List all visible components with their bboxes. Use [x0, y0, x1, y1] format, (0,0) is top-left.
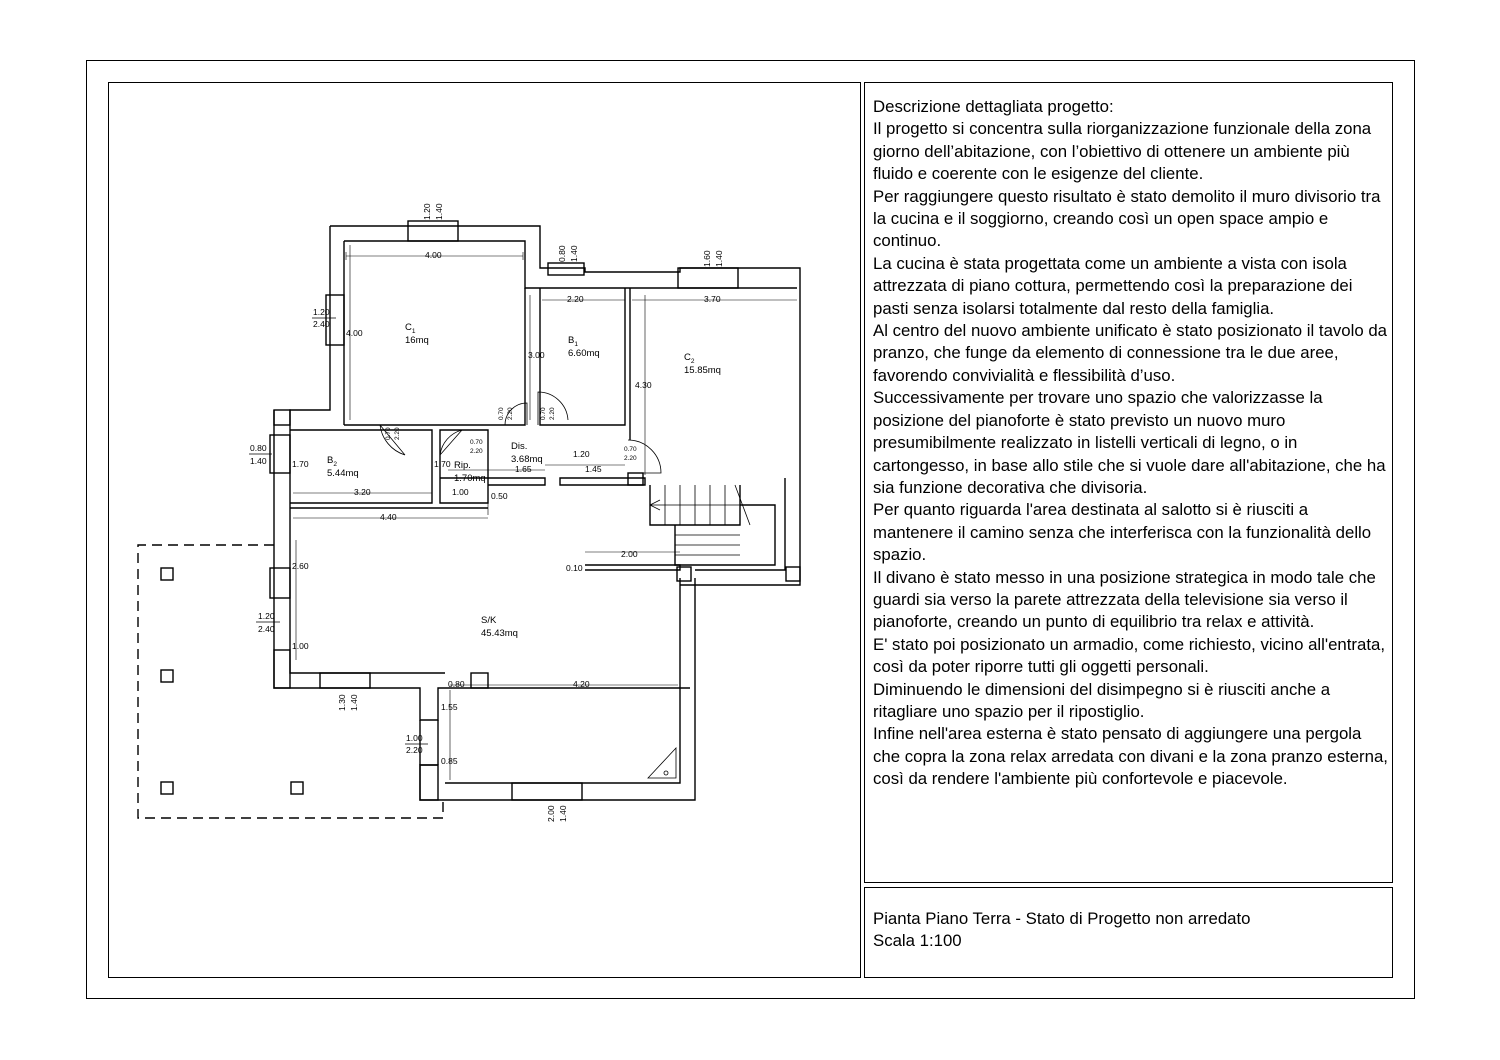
interior-wall-c1 — [344, 288, 525, 425]
title-block — [873, 908, 1388, 953]
dimension-label: 4.00 — [346, 328, 363, 338]
description-paragraph: Infine nell'area esterna è stato pensato di aggiungere una pergola che copra la zona relax arredata con divani e la zona pranzo esterna, così da rendere l'ambiente più confortevole e piacevole. — [873, 724, 1388, 789]
fireplace — [648, 748, 676, 778]
dimension-label: 0.10 — [566, 563, 583, 573]
room-area-c1: 16mq — [405, 335, 429, 346]
dimension-label: 0.85 — [441, 756, 458, 766]
door-tag: 0.70 — [470, 439, 483, 446]
room-area-b1: 6.60mq — [568, 348, 600, 359]
pillar — [420, 765, 438, 800]
dimension-label: 3.70 — [704, 294, 721, 304]
pillar — [786, 567, 800, 581]
description-paragraph: La cucina è stata progettata come un ambiente a vista con isola attrezzata di piano cottura, permettendo così la preparazione dei pasti senza isolarsi totalmente dal resto della famiglia. — [873, 253, 1353, 318]
pillar — [628, 473, 643, 485]
window-c2-top — [678, 268, 738, 288]
window-b1-top — [548, 263, 584, 275]
room-area-b2: 5.44mq — [327, 468, 359, 479]
window-tag: 1.40 — [250, 456, 267, 466]
window-tag: 2.00 — [546, 805, 556, 822]
door-tag: 0.70 — [385, 427, 392, 440]
description-paragraph: Il divano è stato messo in una posizione strategica in modo tale che guardi sia verso la parete attrezzata della televisione sia verso il pianoforte, creando un punto di equilibrio tra relax e attività. — [873, 567, 1376, 632]
pergola-post — [161, 670, 173, 682]
dimension-label: 4.20 — [573, 679, 590, 689]
room-labels — [327, 322, 721, 639]
dimension-label: 2.20 — [567, 294, 584, 304]
window-b2-left — [270, 435, 290, 473]
dimension-label: 4.40 — [380, 512, 397, 522]
room-label-sk: S/K — [481, 615, 497, 626]
window-tag: 1.60 — [702, 250, 712, 267]
pergola-post — [161, 782, 173, 794]
dimension-label: 1.00 — [452, 487, 469, 497]
room-label-b2: $B_2$ — [327, 455, 337, 468]
pergola-post — [161, 568, 173, 580]
pillar — [677, 567, 691, 581]
room-area-dis: 3.68mq — [511, 454, 543, 465]
window-tag: 1.20 — [422, 203, 432, 220]
window-tag: 0.80 — [557, 245, 567, 262]
window-tag: 1.40 — [434, 203, 444, 220]
window-tag: 2.20 — [406, 745, 423, 755]
door-tag: 2.20 — [394, 427, 401, 440]
window-tag: 1.40 — [714, 250, 724, 267]
description-text — [873, 96, 1388, 791]
door-tag: 2.20 — [624, 455, 637, 462]
room-area-sk: 45.43mq — [481, 628, 518, 639]
window-sk-bottom-left — [320, 673, 370, 688]
partition-wall — [585, 565, 680, 570]
description-paragraph: Il progetto si concentra sulla riorganizzazione funzionale della zona giorno dell’abitazione, con l’obiettivo di ottenere un ambiente più fluido e coerente con le esigenze del cliente. — [873, 119, 1372, 184]
pillar — [274, 410, 290, 425]
room-label-c1: $C_1$ — [405, 322, 416, 335]
dimension-label: 2.60 — [292, 561, 309, 571]
description-paragraph: Al centro del nuovo ambiente unificato è stato posizionato il tavolo da pranzo, che funge da elemento di connessione tra le due aree, favorendo convivialità e flessibilità d’uso. — [873, 321, 1388, 385]
window-tag: 1.20 — [313, 307, 330, 317]
window-tag: 1.20 — [258, 611, 275, 621]
window-sk-bottom — [512, 783, 582, 800]
dimension-label: 1.70 — [434, 459, 451, 469]
door-rip — [440, 430, 462, 455]
window-tag: 1.40 — [558, 805, 568, 822]
room-label-dis: Dis. — [511, 441, 528, 452]
description-paragraph: Per raggiungere questo risultato è stato demolito il muro divisorio tra la cucina e il soggiorno, creando così un open space ampio e continuo. — [873, 186, 1381, 251]
dimension-label: 4.30 — [635, 380, 652, 390]
window-tag: 2.40 — [313, 319, 330, 329]
dimension-label: 3.20 — [354, 487, 371, 497]
exterior-wall-south — [420, 578, 695, 800]
room-area-rip: 1.70mq — [454, 473, 486, 484]
pillar — [274, 650, 290, 688]
dimension-label: 1.45 — [585, 464, 602, 474]
window-tag: 1.40 — [349, 694, 359, 711]
pergola-post — [291, 782, 303, 794]
window-tag: 1.00 — [406, 733, 423, 743]
door-tag: 2.20 — [549, 407, 556, 420]
pillar — [471, 673, 488, 688]
door-tag: 0.70 — [624, 446, 637, 453]
dimension-label: 2.00 — [621, 549, 638, 559]
dimension-label: 0.80 — [448, 679, 465, 689]
window-c1-top — [408, 221, 458, 241]
description-paragraph: Diminuendo le dimensioni del disimpegno si è riusciti anche a ritagliare uno spazio per il ripostiglio. — [873, 679, 1331, 721]
window-tag: 1.30 — [337, 694, 347, 711]
drawing-scale: Scala 1:100 — [873, 931, 962, 951]
window-tags — [250, 203, 724, 822]
dimension-label: 1.20 — [573, 449, 590, 459]
dimension-label: 1.70 — [292, 459, 309, 469]
dimension-label: 1.65 — [515, 464, 532, 474]
dimension-label: 0.50 — [491, 491, 508, 501]
description-paragraph: Per quanto riguarda l'area destinata al salotto si è riusciti a mantenere il camino senza che interferisca con la funzionalità dello spazio. — [873, 500, 1372, 565]
room-label-b1: $B_1$ — [568, 335, 578, 348]
room-area-c2: 15.85mq — [684, 365, 721, 376]
description-paragraph: E' stato poi posizionato un armadio, come richiesto, vicino all'entrata, così da poter riporre tutti gli oggetti personali. — [873, 634, 1385, 677]
room-label-c2: $C_2$ — [684, 352, 695, 365]
door-tag: 2.20 — [507, 407, 514, 420]
window-tag: 2.40 — [258, 624, 275, 634]
door-tag: 0.70 — [498, 407, 505, 420]
door-tag: 0.70 — [540, 407, 547, 420]
window-tag: 1.40 — [569, 245, 579, 262]
door-tag: 2.20 — [470, 448, 483, 455]
window-sk-left — [270, 568, 290, 598]
description-paragraph: Successivamente per trovare uno spazio che valorizzasse la posizione del pianoforte è stato previsto un nuovo muro presumibilmente realizzato in listelli verticali di legno, o in cartongesso, in base allo stile che si vuole dare all'abitazione, che ha sia funzione decorativa che divisoria. — [873, 388, 1386, 497]
dimension-label: 1.55 — [441, 702, 458, 712]
room-label-rip: Rip. — [454, 460, 471, 471]
dimension-label: 3.00 — [528, 350, 545, 360]
description-heading: Descrizione dettagliata progetto: — [873, 97, 1114, 116]
dimension-label: 1.00 — [292, 641, 309, 651]
window-tag: 0.80 — [250, 443, 267, 453]
drawing-title: Pianta Piano Terra - Stato di Progetto non arredato — [873, 909, 1251, 928]
dimension-label: 4.00 — [425, 250, 442, 260]
